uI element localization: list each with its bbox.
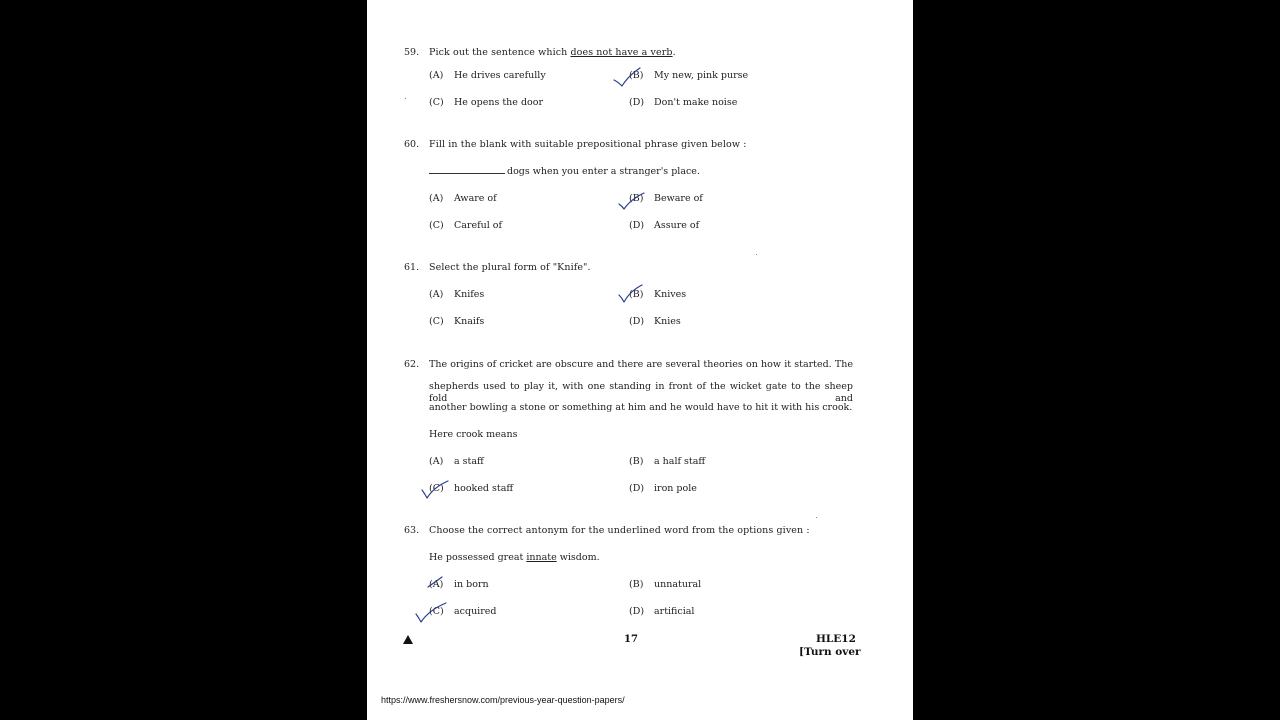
- option-letter: (B): [629, 579, 644, 590]
- handwritten-tick-icon: [419, 478, 451, 502]
- source-url-text: https://www.freshersnow.com/previous-year-question-papers/: [381, 695, 625, 705]
- scan-speck: [816, 517, 817, 518]
- option-text: Knies: [654, 316, 681, 327]
- option-letter: (B): [629, 193, 644, 204]
- option-letter: (C): [429, 220, 444, 231]
- option-letter: (A): [429, 289, 444, 300]
- option-letter: (D): [629, 97, 645, 108]
- handwritten-tick-icon: [413, 600, 449, 626]
- option-text: Assure of: [654, 220, 700, 231]
- question-number: 61.: [404, 262, 420, 273]
- question-stem: [429, 47, 676, 59]
- question-sentence: [429, 552, 600, 564]
- option-letter: (B): [629, 70, 644, 81]
- option-letter: (C): [429, 483, 444, 494]
- option-letter: (D): [629, 220, 645, 231]
- handwritten-tick-icon: [617, 190, 647, 212]
- sentence-text-end: wisdom.: [556, 552, 600, 563]
- option-letter: (A): [429, 456, 444, 467]
- question-stem: Select the plural form of "Knife".: [429, 262, 591, 273]
- option-letter: (A): [429, 70, 444, 81]
- stem-text: Pick out the sentence which: [429, 47, 571, 58]
- paper-code: HLE12: [816, 633, 856, 645]
- passage-line: another bowling a stone or something at him and he would have to hit it with his crook.: [429, 402, 853, 413]
- sentence-text: He possessed great: [429, 552, 527, 563]
- scan-speck: [405, 98, 406, 99]
- stem-underlined: does not have a verb: [570, 47, 673, 58]
- option-text: Careful of: [454, 220, 503, 231]
- question-stem: Fill in the blank with suitable prepositional phrase given below :: [429, 139, 747, 150]
- option-text: a half staff: [654, 456, 706, 467]
- option-letter: (D): [629, 316, 645, 327]
- option-text: a staff: [454, 456, 484, 467]
- strike-mark-icon: [425, 574, 447, 592]
- option-letter: (C): [429, 606, 444, 617]
- option-text: iron pole: [654, 483, 697, 494]
- fill-in-blank-line: [429, 173, 505, 174]
- option-text: Don't make noise: [654, 97, 738, 108]
- question-stem: Choose the correct antonym for the underlined word from the options given :: [429, 525, 810, 536]
- question-number: 62.: [404, 359, 420, 370]
- question-number: 60.: [404, 139, 420, 150]
- option-text: in born: [454, 579, 489, 590]
- triangle-marker-icon: [403, 635, 413, 644]
- option-text: Knives: [654, 289, 687, 300]
- option-letter: (D): [629, 483, 645, 494]
- option-text: Knifes: [454, 289, 485, 300]
- option-letter: (A): [429, 579, 444, 590]
- handwritten-tick-icon: [612, 66, 644, 90]
- stem-text-end: .: [672, 47, 676, 58]
- question-stem: Here crook means: [429, 429, 518, 440]
- option-text: He opens the door: [454, 97, 544, 108]
- option-letter: (B): [629, 289, 644, 300]
- option-text: He drives carefully: [454, 70, 546, 81]
- sentence-underlined-word: innate: [526, 552, 557, 563]
- option-text: hooked staff: [454, 483, 514, 494]
- handwritten-tick-icon: [617, 283, 645, 305]
- exam-page: [367, 0, 913, 720]
- passage-line: The origins of cricket are obscure and there are several theories on how it started. The: [429, 359, 853, 370]
- question-sentence: dogs when you enter a stranger's place.: [507, 166, 700, 177]
- option-letter: (C): [429, 97, 444, 108]
- question-number: 59.: [404, 47, 420, 58]
- option-text: Beware of: [654, 193, 703, 204]
- option-letter: (D): [629, 606, 645, 617]
- option-letter: (C): [429, 316, 444, 327]
- option-text: Aware of: [454, 193, 497, 204]
- passage-line: shepherds used to play it, with one standing in front of the wicket gate to the sheep fold and: [429, 381, 853, 404]
- turn-over-note: [Turn over: [799, 646, 861, 658]
- question-number: 63.: [404, 525, 420, 536]
- option-text: My new, pink purse: [654, 70, 749, 81]
- option-text: unnatural: [654, 579, 702, 590]
- option-letter: (B): [629, 456, 644, 467]
- option-letter: (A): [429, 193, 444, 204]
- page-number: 17: [624, 634, 638, 645]
- scan-speck: [756, 254, 757, 255]
- option-text: Knaifs: [454, 316, 485, 327]
- option-text: artificial: [654, 606, 695, 617]
- option-text: acquired: [454, 606, 497, 617]
